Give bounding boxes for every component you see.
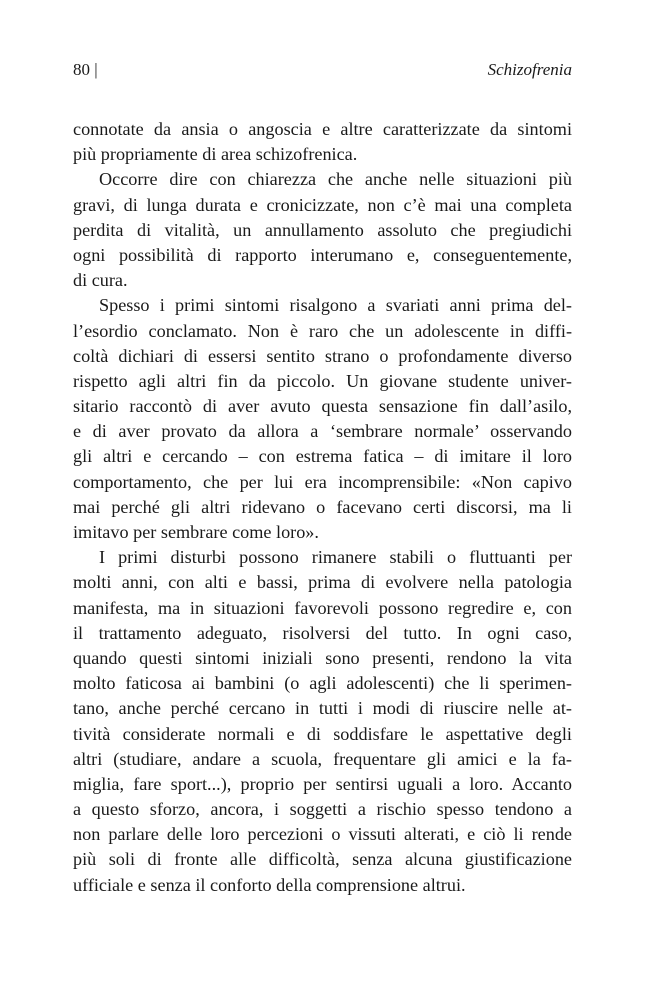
text-line: manifesta, ma in situazioni favorevoli possono regredire e, con xyxy=(73,597,572,618)
text-line: molti anni, con alti e bassi, prima di evolvere nella patologia xyxy=(73,572,572,593)
paragraph xyxy=(73,545,572,898)
text-line: quando questi sintomi iniziali sono presenti, rendono la vita xyxy=(73,647,572,668)
body-text xyxy=(73,117,572,898)
text-line: a questo sforzo, ancora, i soggetti a rischio spesso tendono a xyxy=(73,799,572,820)
text-line: altri (studiare, andare a scuola, frequentare gli amici e la fa- xyxy=(73,748,572,769)
text-line: perdita di vitalità, un annullamento assoluto che pregiudichi xyxy=(73,219,572,240)
text-line: I primi disturbi possono rimanere stabili o fluttuanti per xyxy=(99,547,572,568)
running-header xyxy=(73,58,572,82)
text-line: tano, anche perché cercano in tutti i modi di riuscire nelle at- xyxy=(73,698,572,719)
text-line: miglia, fare sport...), proprio per sentirsi uguali a loro. Accanto xyxy=(73,773,572,794)
text-line: mai perché gli altri ridevano o facevano certi discorsi, ma li xyxy=(73,496,572,517)
text-line: gravi, di lunga durata e cronicizzate, non c’è mai una completa xyxy=(73,194,572,215)
text-line: l’esordio conclamato. Non è raro che un adolescente in diffi- xyxy=(73,320,572,341)
text-line: imitavo per sembrare come loro». xyxy=(73,522,319,542)
paragraph xyxy=(73,117,572,167)
text-line: più soli di fronte alle difficoltà, senza alcuna giustificazione xyxy=(73,849,572,870)
text-line: non parlare delle loro percezioni o vissuti alterati, e ciò li rende xyxy=(73,824,572,845)
text-line: tività considerate normali e di soddisfare le aspettative degli xyxy=(73,723,572,744)
text-line: gli altri e cercando – con estrema fatica – di imitare il loro xyxy=(73,446,572,467)
text-line: ufficiale e senza il conforto della comprensione altrui. xyxy=(73,874,466,895)
text-line: coltà dichiari di essersi sentito strano o profondamente diverso xyxy=(73,345,572,366)
text-line: Spesso i primi sintomi risalgono a svariati anni prima del- xyxy=(99,295,572,316)
paragraph xyxy=(73,167,572,293)
text-line: più propriamente di area schizofrenica. xyxy=(73,144,358,165)
text-line: il trattamento adeguato, risolversi del tutto. In ogni caso, xyxy=(73,622,572,643)
text-line: di cura. xyxy=(73,270,128,291)
text-line: molto faticosa ai bambini (o agli adolescenti) che li sperimen- xyxy=(73,673,572,694)
paragraph xyxy=(73,293,572,545)
text-line: rispetto agli altri fin da piccolo. Un giovane studente univer- xyxy=(73,370,572,391)
text-line: e di aver provato da allora a ‘sembrare normale’ osservando xyxy=(73,421,572,442)
running-title: Schizofrenia xyxy=(487,60,572,79)
page-number: 80 | xyxy=(73,60,98,79)
text-line: comportamento, che per lui era incomprensibile: «Non capivo xyxy=(73,471,572,492)
text-line: sitario raccontò di aver avuto questa sensazione fin dall’asilo, xyxy=(73,396,572,417)
text-line: Occorre dire con chiarezza che anche nelle situazioni più xyxy=(99,169,572,190)
text-line: connotate da ansia o angoscia e altre caratterizzate da sintomi xyxy=(73,119,572,139)
text-line: ogni possibilità di rapporto interumano e, conseguentemente, xyxy=(73,244,572,265)
